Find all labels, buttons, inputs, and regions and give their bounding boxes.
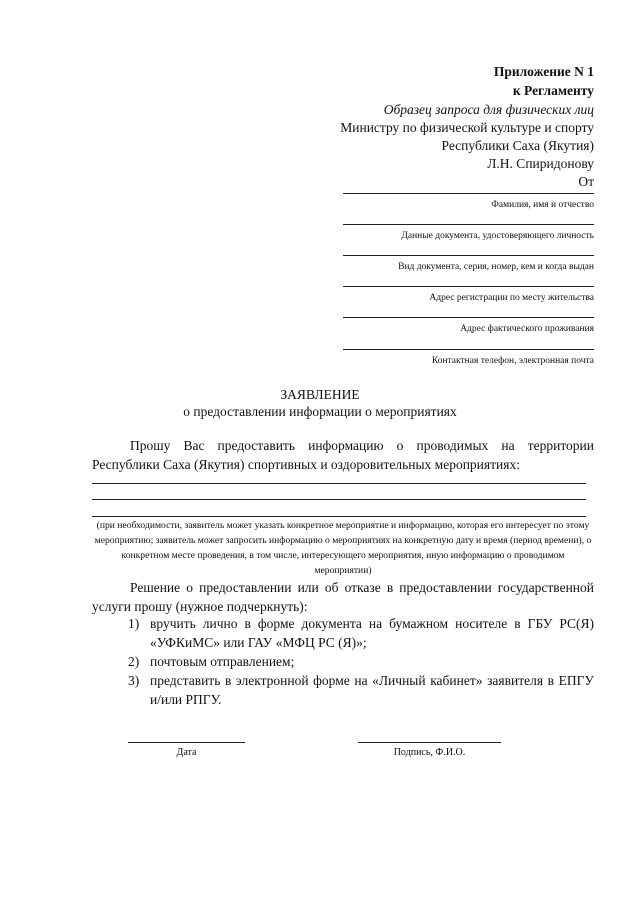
answer-line-1[interactable] [92, 483, 586, 484]
field-identity-document[interactable] [343, 224, 594, 242]
decision-paragraph: Решение о предоставлении или об отказе в предоставлении государственной услуги прошу (нужное подчеркнуть): [92, 580, 594, 614]
addressee-line-1: Министру по физической культуре и спорту [340, 120, 594, 135]
option-number: 3) [128, 673, 140, 688]
request-paragraph: Прошу Вас предоставить информацию о проводимых на территории Республики Саха (Якутия) спортивных и оздоровительных мероприятиях: [92, 438, 594, 472]
field-line [343, 255, 594, 256]
signature-field[interactable] [358, 742, 501, 759]
instruction-note: (при необходимости, заявитель может указать конкретное мероприятие и информацию, которая его интересует по этому мероприятию; заявитель может запросить информацию о мероприятиях на конкретную дату и время (период времени), о конкретном месте проведения, в том числе, интересующего мероприятия, иную информацию о проводимом мероприятии) [94, 520, 592, 576]
addressee-name: Л.Н. Спиридонову [487, 156, 594, 171]
field-caption: Контактная телефон, электронная почта [431, 356, 594, 366]
document-title: ЗАЯВЛЕНИЕ [280, 387, 360, 402]
delivery-options-list [92, 614, 594, 709]
sample-caption: Образец запроса для физических лиц [383, 102, 594, 117]
answer-line-2[interactable] [92, 499, 586, 500]
option-text: представить в электронной форме на «Личный кабинет» заявителя в ЕПГУ и/или РПГУ. [150, 673, 594, 707]
field-line [343, 224, 594, 225]
from-label: От [578, 174, 594, 189]
date-line [128, 742, 245, 743]
field-caption: Фамилия, имя и отчество [491, 200, 594, 210]
answer-line-3[interactable] [92, 516, 586, 517]
date-caption: Дата [176, 747, 197, 758]
field-line [343, 349, 594, 350]
field-caption: Адрес фактического проживания [460, 324, 594, 334]
delivery-option-electronic[interactable] [92, 671, 594, 709]
field-registration-address[interactable] [343, 286, 594, 304]
field-line [343, 286, 594, 287]
signature-line [358, 742, 501, 743]
option-number: 1) [128, 616, 140, 631]
option-text: вручить лично в форме документа на бумажном носителе в ГБУ РС(Я) «УФКиМС» или ГАУ «МФЦ РС (Я)»; [150, 616, 594, 650]
field-caption: Вид документа, серия, номер, кем и когда выдан [398, 262, 594, 272]
field-line [343, 317, 594, 318]
signature-caption: Подпись, Ф.И.О. [393, 747, 466, 758]
appendix-heading: Приложение N 1 [493, 64, 594, 79]
delivery-option-mail[interactable] [92, 652, 594, 671]
field-caption: Данные документа, удостоверяющего личность [401, 231, 594, 241]
document-subtitle: о предоставлении информации о мероприятиях [183, 404, 457, 419]
regulation-heading: к Регламенту [512, 83, 594, 98]
field-caption: Адрес регистрации по месту жительства [429, 293, 594, 303]
option-number: 2) [128, 654, 140, 669]
field-actual-address[interactable] [343, 317, 594, 335]
delivery-option-in-person[interactable] [92, 614, 594, 652]
field-document-details[interactable] [343, 255, 594, 273]
date-field[interactable] [128, 742, 245, 759]
field-line [343, 193, 594, 194]
field-contacts[interactable] [343, 349, 594, 367]
option-text: почтовым отправлением; [150, 654, 295, 669]
addressee-line-2: Республики Саха (Якутия) [441, 138, 594, 153]
field-full-name[interactable] [343, 193, 594, 211]
